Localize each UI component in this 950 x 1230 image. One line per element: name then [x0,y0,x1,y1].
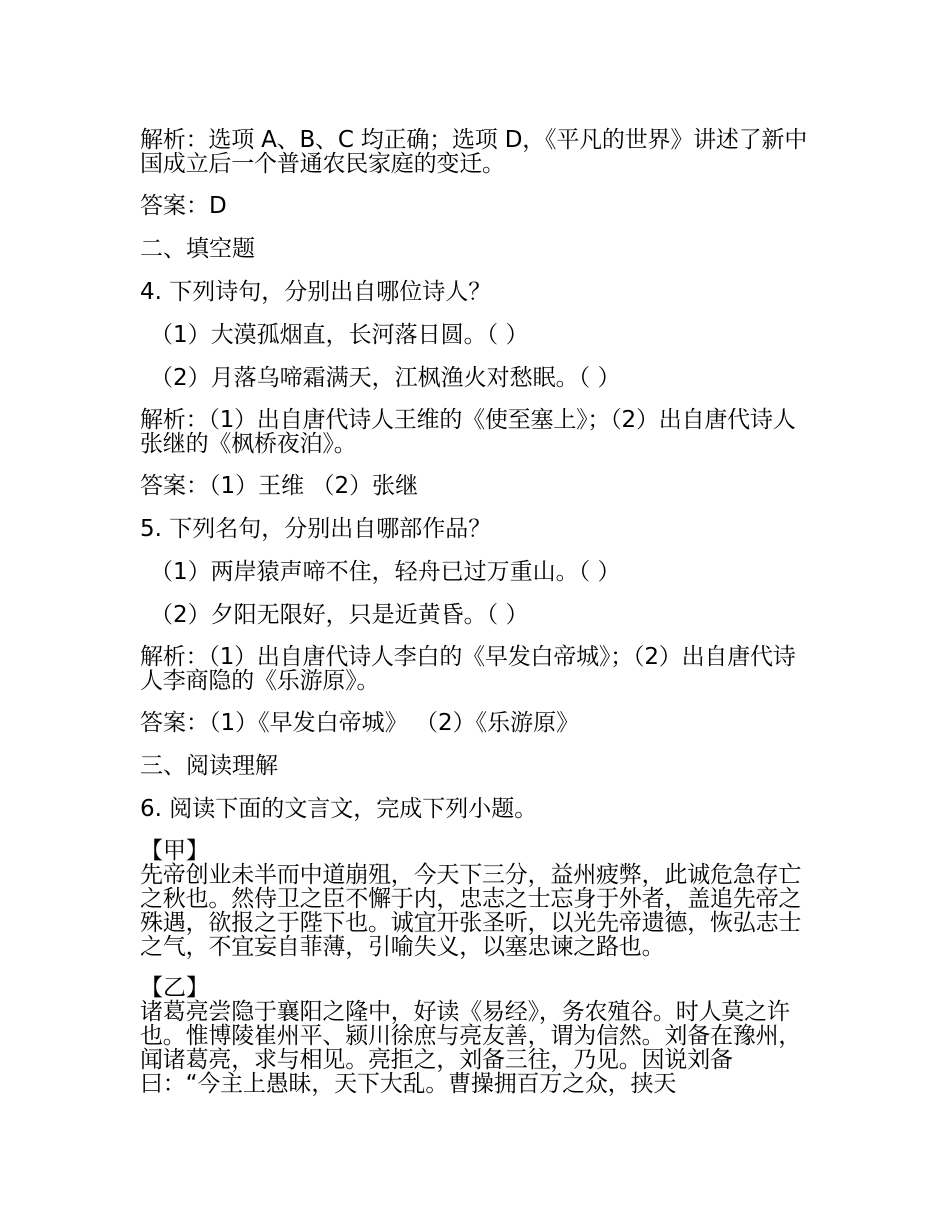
question-5-item-2: （2）夕阳无限好，只是近黄昏。（ ） [150,602,529,628]
passage-jia [140,839,812,959]
answer-q3: 答案：D [140,193,227,219]
question-5-item-1: （1）两岸猿声啼不住，轻舟已过万重山。（ ） [150,559,621,585]
passage-jia-text: 先帝创业未半而中道崩殂，今天下三分，益州疲弊，此诚危急存亡之秋也。然侍卫之臣不懈于内，忠志之士忘身于外者，盖追先帝之殊遇，欲报之于陛下也。诚宜开张圣听，以光先帝遗德，恢弘志士之气，不宜妄自菲薄，引喻失义，以塞忠谏之路也。 [140,862,802,960]
passage-jia-heading: 【甲】 [140,838,209,864]
question-4-item-1: （1）大漠孤烟直，长河落日圆。（ ） [150,322,529,348]
section-heading-reading: 三、阅读理解 [140,753,278,779]
question-5: 5. 下列名句，分别出自哪部作品？ [140,516,492,542]
question-4-item-2: （2）月落乌啼霜满天，江枫渔火对愁眠。（ ） [150,365,621,391]
passage-yi [140,976,812,1096]
answer-q5: 答案：（1）《早发白帝城》 （2）《乐游原》 [140,710,580,736]
question-6: 6. 阅读下面的文言文，完成下列小题。 [140,796,538,822]
passage-yi-heading: 【乙】 [140,975,209,1001]
passage-yi-text: 诸葛亮尝隐于襄阳之隆中，好读《易经》，务农殖谷。时人莫之许也。惟博陵崔州平、颍川徐庶与亮友善，谓为信然。刘备在豫州，闻诸葛亮，求与相见。亮拒之，刘备三往，乃见。因说刘备曰：“今主上愚昧，天下大乱。曹操拥百万之众，挟天 [140,999,802,1097]
answer-q4: 答案：（1）王维 （2）张继 [140,473,419,499]
analysis-q4: 解析：（1）出自唐代诗人王维的《使至塞上》；（2）出自唐代诗人张继的《枫桥夜泊》。 [140,407,796,457]
document-page [140,128,812,1113]
analysis-q5: 解析：（1）出自唐代诗人李白的《早发白帝城》；（2）出自唐代诗人李商隐的《乐游原》。 [140,644,796,694]
analysis-q3: 解析：选项 A、B、C 均正确；选项 D，《平凡的世界》讲述了新中国成立后一个普通农民家庭的变迁。 [140,127,808,177]
section-heading-fill-blank: 二、填空题 [140,236,255,262]
question-4: 4. 下列诗句，分别出自哪位诗人？ [140,279,492,305]
